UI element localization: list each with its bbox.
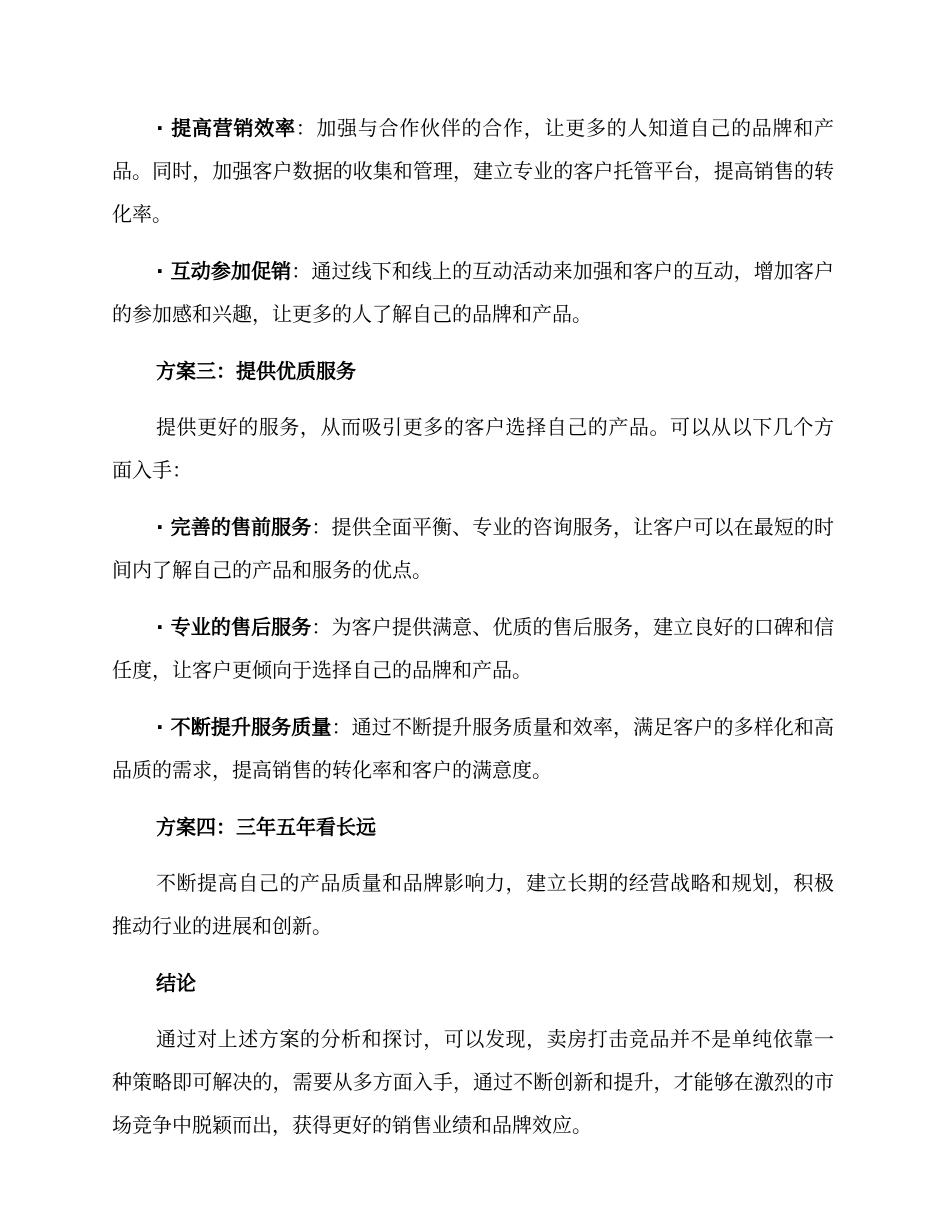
bullet-text: 提供全面平衡、专业的咨询服务，让客户可以在最短的时间内了解自己的产品和服务的优点。: [112, 515, 835, 582]
bullet-text: 为客户提供满意、优质的售后服务，建立良好的口碑和信任度，让客户更倾向于选择自己的品牌和产品。: [112, 615, 835, 682]
section-heading-plan-four: 方案四：三年五年看长远: [156, 815, 376, 839]
bullet-marketing-efficiency: [112, 107, 834, 236]
paragraph-plan-three-intro: 提供更好的服务，从而吸引更多的客户选择自己的产品。可以从以下几个方面入手：: [112, 415, 834, 482]
bullet-text: 加强与合作伙伴的合作，让更多的人知道自己的品牌和产品。同时，加强客户数据的收集和管理，建立专业的客户托管平台，提高销售的转化率。: [112, 116, 834, 226]
bullet-separator: ：: [311, 615, 332, 639]
bullet-service-quality: [112, 706, 834, 792]
bullet-separator: ：: [331, 715, 352, 739]
document-body: [112, 107, 834, 1161]
bullet-text: 通过线下和线上的互动活动来加强和客户的互动，增加客户的参加感和兴趣，让更多的人了解自己的品牌和产品。: [112, 259, 835, 326]
bullet-aftersale-service: [112, 606, 834, 692]
bullet-separator: ：: [295, 116, 317, 140]
bullet-lead: · 提高营销效率: [156, 116, 296, 140]
paragraph-plan-four: 不断提高自己的产品质量和品牌影响力，建立长期的经营战略和规划，积极推动行业的进展和创新。: [112, 871, 834, 938]
bullet-lead: · 专业的售后服务: [156, 615, 312, 639]
bullet-separator: ：: [291, 259, 312, 283]
bullet-interactive-promotion: [112, 250, 834, 336]
bullet-text: 通过不断提升服务质量和效率，满足客户的多样化和高品质的需求，提高销售的转化率和客户的满意度。: [112, 715, 835, 782]
bullet-lead: · 完善的售前服务: [156, 515, 312, 539]
section-heading-conclusion: 结论: [156, 971, 196, 995]
bullet-separator: ：: [311, 515, 332, 539]
section-heading-plan-three: 方案三：提供优质服务: [156, 359, 356, 383]
bullet-presale-service: [112, 506, 834, 592]
bullet-lead: · 互动参加促销: [156, 259, 292, 283]
paragraph-conclusion: 通过对上述方案的分析和探讨，可以发现，卖房打击竞品并不是单纯依靠一种策略即可解决的，需要从多方面入手，通过不断创新和提升，才能够在激烈的市场竞争中脱颖而出，获得更好的销售业绩和品牌效应。: [112, 1027, 834, 1137]
bullet-lead: · 不断提升服务质量: [156, 715, 332, 739]
